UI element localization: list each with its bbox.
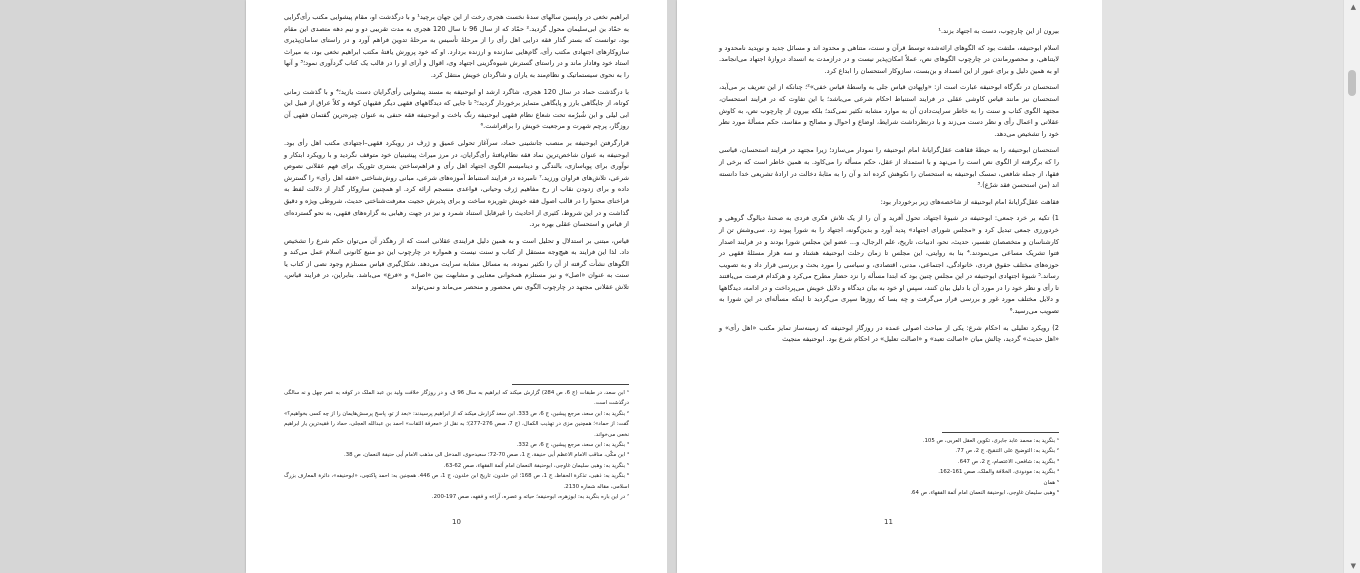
viewer-left-margin: [0, 0, 246, 573]
page-10-footnotes: [284, 388, 629, 502]
page-number: 11: [884, 518, 893, 526]
footnote: ³ بنگرید به: ابن سعد، مرجع پیشین، ج 6، ص 332.: [516, 442, 629, 449]
page-11-body: [719, 26, 1059, 351]
page-11-footnotes: [719, 436, 1059, 498]
paragraph: استحسان ابوحنیفه را به حیطهٔ فقاهت عقل‌گرایانهٔ امام ابوحنیفه را نمودار می‌سازد؛ زیرا مجتهد در فرایند استحسان، قیاسی را که برگرفته از الگوی نص است را می‌نهد و با استمداد از عقل، حکم مسأله را می‌کاود. به همین خاطر است که برخی از فقها، از جمله شافعی، تمسک ابوحنیفه به استحسان را نکوهش کرده اند و آن را به مثابهٔ دخالت در ارادهٔ تشریعی خدا دانسته اند (من استحسن فقد شرّع).³: [719, 146, 1059, 190]
paragraph: بیرون از این چارچوب، دست به اجتهاد بزند.¹: [938, 27, 1059, 35]
page-gap: [667, 0, 677, 573]
footnote: ⁶ وهبی سلیمان غاوجی، ابوحنیفة النعمان امام أئمة الفقهاء، ص 64.: [910, 490, 1059, 497]
scroll-up-arrow-icon[interactable]: ▲: [1350, 3, 1356, 11]
footnote: ³ بنگرید به: شافعی، الاعتصام، ج 2، ص 647.: [957, 458, 1059, 465]
footnote: ⁴ ابن مکّی، مناقب الامام الاعظم أبی حنیفة، ج 1، صص 70-72؛ سعیدحوی، المدخل الی مذهب الامام أبی حنیفة النعمان، ص 38.: [344, 452, 629, 459]
footnote: ¹ ابن سعد، در طبقات (ج 6، ص 284) گزارش میکند که ابراهیم به سال 96 ق، و در روزگار خلافت ولید بن عبد الملک در کوفه به عمر چهل و نه سالگی درگذشت است.: [284, 390, 629, 407]
document-page-10: [246, 0, 667, 573]
document-page-11: [677, 0, 1102, 573]
paragraph: اسلام ابوحنیفه، ملتفت بود که الگوهای ارائه‌شده توسط قرآن و سنت، متناهی و محدود اند و مسائل جدید و نوپدید نامحدود و لایتناهی، و محصورماندن در چارچوب الگوهای نص، عملاً امکان‌پذیر نیست و در درازمدت به انسداد دروازهٔ اجتهاد می‌انجامد. او به همین دلیل و برای عبور از این انسداد و بن‌بست، سازوکار استحسان را ابداع کرد.: [719, 43, 1059, 75]
paragraph: قیاس، مبتنی بر استدلال و تحلیل است و به همین دلیل فرایندی عقلانی است که از رهگذر آن می‌توان حکم شرع را تشخیص داد. لذا این فرایند به هیچ‌وجه مستقل از کتاب و سنت نیست و همواره در چارچوب این دو منبع کانونی اسلام عمل می‌کند و الگوهای نشأت گرفته از آن را تکثیر نموده، به مسائل مشابه سرایت می‌دهد. شکل‌گیری قیاس مستلزم وجود نصی از کتاب یا سنت به عنوان «اصل» و نیز مستلزم همخوانی معنایی و مشابهت بین «اصل» و «فرع» می‌باشد. بنابراین، در فرایند قیاس، تلاش عقلانی مجتهد در چارچوب الگوی نص محصور و منحصر می‌ماند و نمی‌تواند: [284, 236, 629, 292]
page-number: 10: [452, 518, 461, 526]
footnote: ⁴ بنگرید به: مودودی، الخلافة والملک، صص 161-162.: [938, 469, 1059, 476]
paragraph: استحسان در نگرگاه ابوحنیفه عبارت است از: «واپهادن قیاس جلی به واسطهٔ قیاس خفی»²؛ چنانکه از این تعریف بر می‌آید، استحسان نیز مانند قیاس کاوشی عقلی در فرایند استنباط احکام شرعی می‌باشد؛ با این تفاوت که در فرایند استحسان، مجتهد الگوی کتاب و سنت را به خاطر سرایت‌دادن آن به موارد مشابه تکثیر نمی‌کند؛ بلکه بیرون از چارچوب نص، به کاوش عقلانی و اعمال رأی و نظر دست می‌زند و با درنظرداشت شرایط، اوضاع و احوال و مصالح و مفاسد، حکم مسألهٔ مورد نظر خود را تشخیص می‌دهد.: [719, 83, 1059, 138]
page-10-body: [284, 12, 629, 299]
viewer-right-margin: [1102, 0, 1344, 573]
paragraph: 1) تکیه بر خرد جمعی: ابوحنیفه در شیوهٔ اجتهاد، تحول آفرید و آن را از یک تلاش فکری فردی به صحنهٔ دیالوگ گروهی و خردورزی جمعی تبدیل کرد و «مجلس شورای اجتهاد» پدید آورد و بدین‌گونه، اجتهاد را به شورا پیوند زد. سی‌وشش تن از کارشناسان و متخصصان تفسیر، حدیث، نحو، ادبیات، تاریخ، علم الرجال، و... عضو این مجلس شورا بودند و در فرایند اصدار فتوا تشریک مساعی می‌نمودند.⁴ بنا به روایتی، این مجلس تا زمان رحلت ابوحنیفه هشتاد و سه هزار مسئلهٔ فقهی در حوزه‌های مختلف حقوق فردی، خانوادگی، اجتماعی، مدنی، اقتصادی، و سیاسی را مورد بحث و بررسی قرار داد و به تصویب رساند.⁵ شیوهٔ اجتهادی ابوحنیفه در این مجلس چنین بود که ابتدا مسأله را نزد حضار مطرح می‌کرد و هرکدام فرصت می‌یافتند تا رأی و نظر خود را در مورد آن با دلیل بیان کنند، سپس او خود به بیان دیدگاه و دلایل خویش می‌پرداخت و در ادامه، دیدگاهها و دلایل مختلف مورد غور و بررسی قرار می‌گرفت و چه بسا که روزها سپری می‌گردید تا اینکه مسأله‌ای در این شورا به تصویب می‌رسید.⁶: [719, 214, 1060, 316]
footnote: ¹ بنگرید به: محمد عابد جابری، تکوین العقل العربی، ص 105.: [922, 438, 1059, 444]
paragraph: 2) رویکرد تعلیلی به احکام شرع: یکی از مباحث اصولی عمده در روزگار ابوحنیفه که زمینه‌ساز تمایز مکتب «اهل رأی» و «اهل حدیث» گردید، چالش میان «اصالت تعبد» و «اصالت تعلیل» در احکام شرع بود. ابوحنیفه منجیث: [719, 323, 1059, 344]
footnote: ⁶ بنگرید به: ذهبی، تذکرة الحفاظ، ج 1، ص 168؛ ابن خلدون، تاریخ ابن خلدون، ج 1، ص 446. همچنین به: احمد پاکتچی، «ابوحنیفه»، دائرة المعارف بزرگ اسلامی، مقاله شماره 2130.: [284, 473, 629, 490]
scrollbar-thumb[interactable]: [1348, 70, 1356, 96]
footnote: ⁵ بنگرید به: وهبی سلیمان غاوجی، ابوحنیفة النعمان امام أئمة الفقهاء، صص 62-63.: [443, 462, 629, 469]
footnote: ⁷ در این باره بنگرید به: ابوزهره، ابوحنیفه؛ حیاته و عصره، آراءه و فقهه، صص 197-200.: [431, 494, 629, 501]
paragraph: قرارگرفتن ابوحنیفه بر منصب جانشینی حماد، سرآغاز تحولی عمیق و ژرف در رویکرد فقهی–اجتهادی مکتب اهل رأی بود. ابوحنیفه به عنوان شاخص‌ترین نماد فقه نظام‌یافتهٔ رأی‌گرایان، در مرز میراث پیشینیان خود متوقف نگردید و با رویکرد ابتکار و نوآوری برای پویاسازی، بالندگی و دینامیسم الگوی اجتهاد اهل رأی و فراهم‌ساختن بستری تئوریک برای فهم عقلانی نصوص شرعی، تلاش‌های فراوان ورزید.⁷ نامبرده در فرایند استنباط آموزه‌های شرعی، مبانی روش‌شناختی «فقه اهل رأی» را گسترش داده و برای زدودن نقاب از رخ مفاهیم ژرف وحیانی، قواعدی منسجم ارائه کرد. او همچنین سازوکار گذار از دلالت لفظ به فراخنای محتوا را در قالب اصول فقه خویش تئوریزه ساخت و برای پذیرش حجیت معرفت‌شناختی حدیث، شروطی ویژه و دقیق گذاشت و در این شروط، کثیری از احادیث را غیرقابل استناد شمرد و نیز در جهت رهیابی به گزاره‌های فقهی، به نحو گسترده‌ای از قیاس و استحسان عقلی بهره برد.: [284, 138, 630, 229]
paragraph: ابراهیم نخعی در واپسین سالهای سدهٔ نخست هجری رخت از این جهان برچید¹ و با درگذشت او، مقام پیشوایی مکتب رأی‌گرایی به حمّاد بن ابی‌سلیمان محول گردید.² حمّاد که از سال 96 تا سال 120 هجری به مدت تقریبی دو و نیم دهه متصدی این مقام بود، توانست که بستر گذار فقه درایی اهل رأی را از مرحلهٔ تأسیس به مرحلهٔ تدوین فراهم آورد و در راستای سامان‌پذیری سازوکارهای اجتهادی مکتب رأی، گام‌هایی سازنده و ارزنده بردارد. او که خود پرورش یافتهٔ مکتب ابراهیم نخعی بود، به میراث استاد خود وفادار ماند و در راستای گسترش شیوه‌گزینی اجتهاد وی، اقوال و آرای او را در قالب یک کتاب گردآوری نمود؛³ و آنها را به نحوی سیستماتیک و نظام‌مند به یاران و شاگردان خویش منتقل کرد.: [284, 13, 630, 79]
vertical-scrollbar[interactable]: [1343, 0, 1360, 573]
footnote: ⁵ همان: [1043, 479, 1059, 486]
footnote-separator: [512, 384, 629, 385]
paragraph: با درگذشت حماد در سال 120 هجری، شاگرد ارشد او ابوحنیفه به مسند پیشوایی رأی‌گرایان دست یازید؛⁴ و با گذشت زمانی کوتاه، از جایگاهی بارز و پایگاهی متمایز برخوردار گردید؛⁵ تا جایی که دیدگاههای فقهی دیگر فقیهان کوفه و کلاً عراق از قبیل ابن ابی لیلی و ابن شُبرُمه تحت شعاع نظام فقهی ابوحنیفه رنگ باخت و ابوحنیفه فقه حنفی به عنوان چیره‌ترین گفتمان فقهی آن روزگار، پرچم شهرت و مرجعیت خویش را برافراشت.⁶: [284, 87, 629, 131]
footnote: ² بنگرید به: ابن سعد، مرجع پیشین، ج 6، ص 333. ابن سعد گزارش میکند که از ابراهیم پرسیدند: «بعد از تو، پاسخ پرسش‌هایمان را از چه کسی بخواهیم؟» گفت: از حماد»؛ همچنین مزی در تهذیب الکمال، (ج 7، صص 276-277)؛ به نقل از «معرفة الثقات» احمد بن عبدالله العجلی، حماد را فقیه‌ترین یار ابراهیم نخعی می‌خواند.: [284, 410, 629, 438]
footnote: ² بنگرید به: التوضیح علی التنقیح، ج 2، ص 77.: [955, 448, 1059, 455]
footnote-separator: [942, 432, 1059, 433]
paragraph: فقاهت عقل‌گرایانهٔ امام ابوحنیفه از شاخصه‌های زیر برخوردار بود:: [880, 197, 1059, 206]
scroll-down-arrow-icon[interactable]: ▼: [1350, 562, 1356, 570]
